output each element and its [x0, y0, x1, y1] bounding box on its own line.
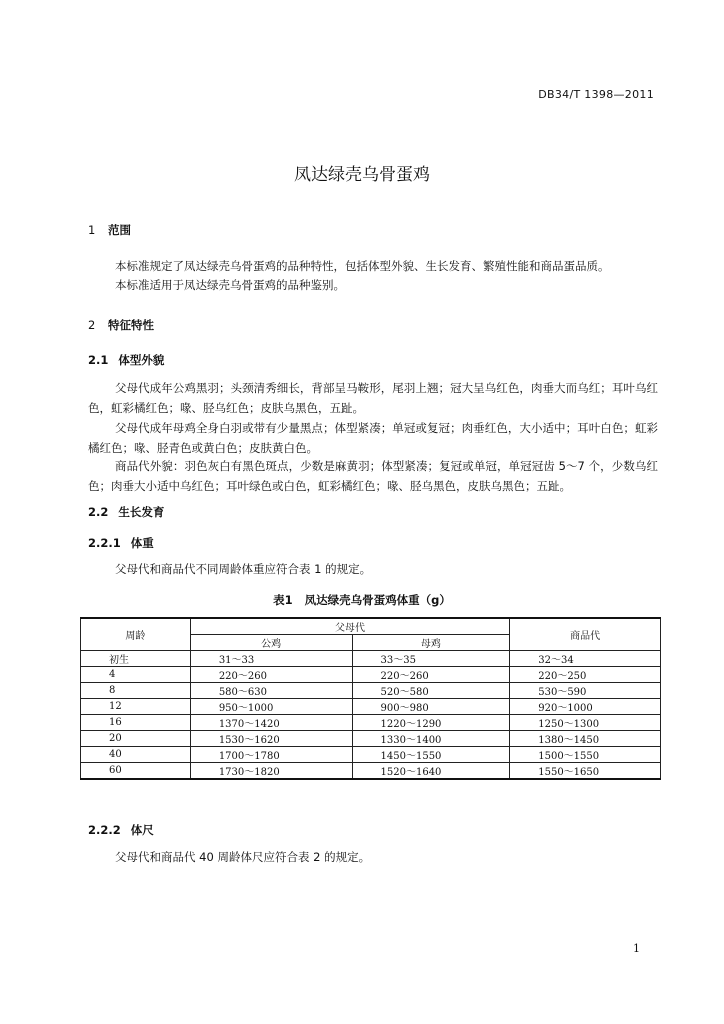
header-age: 周龄	[81, 618, 191, 651]
section-title: 生长发育	[118, 505, 165, 519]
table-row	[81, 731, 661, 747]
section-1-heading	[88, 222, 131, 238]
weight-table	[80, 617, 661, 780]
cell-male: 950～1000	[190, 699, 352, 715]
cell-male: 1700～1780	[190, 747, 352, 763]
cell-age: 20	[81, 731, 191, 747]
table-1-caption	[0, 592, 724, 608]
section-number: 2.2.2	[88, 823, 121, 837]
table-row	[81, 715, 661, 731]
table-row	[81, 763, 661, 780]
table-row	[81, 683, 661, 699]
section-2-2-heading	[88, 504, 164, 520]
section-2-1-heading	[88, 352, 164, 368]
appearance-parent-female-paragraph: 父母代成年母鸡全身白羽或带有少量黑点；体型紧凑；单冠或复冠；肉垂红色，大小适中；耳叶白色；虹彩橘红色；喙、胫青色或黄白色；皮肤黄白色。	[88, 421, 658, 455]
header-female: 母鸡	[352, 635, 510, 651]
section-2-2-2-heading	[88, 822, 154, 838]
cell-male: 580～630	[190, 683, 352, 699]
section-title: 体重	[130, 536, 154, 550]
cell-female: 900～980	[352, 699, 510, 715]
appearance-commercial-paragraph: 商品代外貌：羽色灰白有黑色斑点，少数是麻黄羽；体型紧凑；复冠或单冠，单冠冠齿 5～7 个，少数乌红色；肉垂大小适中乌红色；耳叶绿色或白色，虹彩橘红色；喙、胫乌黑色，皮肤乌黑色；五趾。	[88, 459, 658, 493]
cell-female: 33～35	[352, 651, 510, 667]
cell-commercial: 920～1000	[510, 699, 661, 715]
cell-commercial: 1250～1300	[510, 715, 661, 731]
table-row	[81, 651, 661, 667]
cell-female: 1520～1640	[352, 763, 510, 780]
section-title: 特征特性	[108, 318, 154, 332]
header-male: 公鸡	[190, 635, 352, 651]
cell-male: 31～33	[190, 651, 352, 667]
cell-age: 8	[81, 683, 191, 699]
section-number: 2	[88, 318, 96, 332]
header-parent-generation: 父母代	[190, 618, 509, 635]
cell-age: 16	[81, 715, 191, 731]
section-title: 范围	[108, 223, 131, 237]
cell-commercial: 1550～1650	[510, 763, 661, 780]
scope-paragraph-1: 本标准规定了凤达绿壳乌骨蛋鸡的品种特性，包括体型外貌、生长发育、繁殖性能和商品蛋品质。	[115, 259, 610, 273]
cell-commercial: 32～34	[510, 651, 661, 667]
cell-age: 初生	[81, 651, 191, 667]
cell-commercial: 1500～1550	[510, 747, 661, 763]
table-number: 表1	[273, 593, 293, 607]
header-commercial-generation: 商品代	[510, 618, 661, 651]
cell-male: 1530～1620	[190, 731, 352, 747]
weight-requirement-paragraph: 父母代和商品代不同周龄体重应符合表 1 的规定。	[115, 562, 372, 576]
section-number: 2.2.1	[88, 536, 121, 550]
cell-male: 220～260	[190, 667, 352, 683]
cell-female: 1220～1290	[352, 715, 510, 731]
body-size-requirement-paragraph: 父母代和商品代 40 周龄体尺应符合表 2 的规定。	[115, 850, 371, 864]
document-code: DB34/T 1398—2011	[538, 88, 654, 101]
cell-female: 220～260	[352, 667, 510, 683]
table-row	[81, 699, 661, 715]
cell-age: 12	[81, 699, 191, 715]
scope-paragraph-2: 本标准适用于凤达绿壳乌骨蛋鸡的品种鉴别。	[115, 278, 345, 292]
cell-age: 4	[81, 667, 191, 683]
cell-age: 60	[81, 763, 191, 780]
section-title: 体尺	[130, 823, 154, 837]
section-number: 1	[88, 223, 96, 237]
section-title: 体型外貌	[118, 353, 165, 367]
cell-female: 1450～1550	[352, 747, 510, 763]
cell-commercial: 530～590	[510, 683, 661, 699]
section-2-2-1-heading	[88, 535, 154, 551]
section-number: 2.2	[88, 505, 109, 519]
cell-male: 1370～1420	[190, 715, 352, 731]
cell-male: 1730～1820	[190, 763, 352, 780]
cell-female: 1330～1400	[352, 731, 510, 747]
table-title: 凤达绿壳乌骨蛋鸡体重（g）	[304, 593, 451, 607]
appearance-parent-male-paragraph: 父母代成年公鸡黑羽；头颈清秀细长，背部呈马鞍形，尾羽上翘；冠大呈乌红色，肉垂大而乌红；耳叶乌红色，虹彩橘红色；喙、胫乌红色；皮肤乌黑色，五趾。	[88, 381, 658, 415]
cell-commercial: 1380～1450	[510, 731, 661, 747]
table-row	[81, 747, 661, 763]
table-row	[81, 667, 661, 683]
section-number: 2.1	[88, 353, 109, 367]
section-2-heading	[88, 317, 154, 333]
cell-female: 520～580	[352, 683, 510, 699]
document-title: 凤达绿壳乌骨蛋鸡	[294, 165, 430, 185]
cell-commercial: 220～250	[510, 667, 661, 683]
cell-age: 40	[81, 747, 191, 763]
page-number: 1	[633, 942, 640, 955]
